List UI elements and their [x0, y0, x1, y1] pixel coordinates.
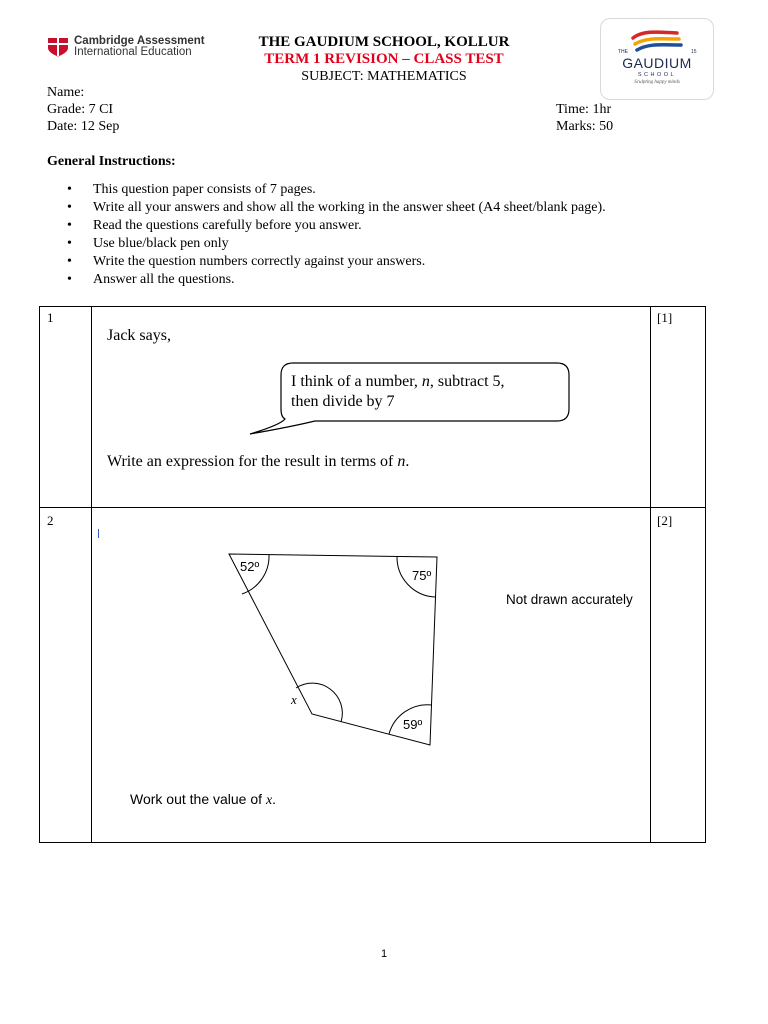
- row-divider: [40, 507, 705, 508]
- prompt-text: Write an expression for the result in terms of: [107, 453, 398, 470]
- list-item: [47, 217, 606, 235]
- variable-x: x: [265, 793, 273, 808]
- prompt-text: Work out the value of: [130, 791, 266, 807]
- column-divider: [91, 307, 92, 842]
- variable-n: n: [421, 373, 430, 390]
- logo-school: SCHOOL: [637, 72, 677, 78]
- angle-label-x: x: [291, 692, 297, 707]
- list-item: [47, 271, 606, 289]
- bullet-icon: •: [67, 272, 72, 287]
- instructions-heading: General Instructions:: [47, 154, 176, 169]
- instruction-text: Write all your answers and show all the working in the answer sheet (A4 sheet/blank page).: [93, 200, 606, 215]
- logo-tagline: Sculpting happy minds: [634, 80, 680, 85]
- list-item: [47, 235, 606, 253]
- speech-bubble-line1: [291, 373, 505, 391]
- prompt-text: .: [272, 791, 277, 807]
- cambridge-line2: International Education: [74, 46, 192, 58]
- gaudium-stripes-icon: [629, 29, 685, 55]
- bullet-icon: •: [67, 254, 72, 269]
- list-item: [47, 199, 606, 217]
- instruction-text: Read the questions carefully before you answer.: [93, 218, 362, 233]
- instruction-text: This question paper consists of 7 pages.: [93, 182, 316, 197]
- logo-year: 15: [691, 49, 697, 55]
- bullet-icon: •: [67, 200, 72, 215]
- student-name-label: Name:: [47, 85, 85, 100]
- question-1-marks: [1]: [657, 310, 673, 325]
- time-label: Time: 1hr: [556, 102, 612, 117]
- date-label: Date: 12 Sep: [47, 119, 120, 134]
- logo-the: THE: [618, 49, 628, 55]
- column-divider: [650, 307, 651, 842]
- gaudium-logo: [600, 18, 714, 100]
- instructions-list: [47, 181, 606, 289]
- list-item: [47, 181, 606, 199]
- angle-label-59: 59º: [403, 717, 423, 732]
- angle-label-52: 52º: [240, 559, 260, 574]
- bullet-icon: •: [67, 236, 72, 251]
- instruction-text: Use blue/black pen only: [93, 236, 229, 251]
- logo-name: GAUDIUM: [622, 55, 692, 71]
- question-2-marks: [2]: [657, 513, 673, 528]
- instruction-text: Answer all the questions.: [93, 272, 235, 287]
- speech-bubble-line2: then divide by 7: [291, 393, 395, 410]
- question-1-prompt: [107, 453, 409, 471]
- question-2-prompt: [130, 791, 276, 809]
- bullet-icon: •: [67, 218, 72, 233]
- question-2-number: 2: [47, 513, 54, 528]
- list-item: [47, 253, 606, 271]
- cambridge-line1: Cambridge Assessment: [74, 35, 205, 47]
- subject: SUBJECT: MATHEMATICS: [301, 69, 467, 84]
- angle-label-75: 75º: [412, 568, 432, 583]
- prompt-text: .: [405, 453, 410, 470]
- school-name: THE GAUDIUM SCHOOL, KOLLUR: [258, 34, 510, 50]
- variable-n: n: [397, 453, 406, 470]
- test-title: TERM 1 REVISION – CLASS TEST: [264, 51, 504, 67]
- instruction-text: Write the question numbers correctly against your answers.: [93, 254, 426, 269]
- page-number: 1: [380, 948, 388, 960]
- question-1-number: 1: [47, 310, 54, 325]
- marks-label: Marks: 50: [556, 119, 614, 134]
- grade-label: Grade: 7 CI: [47, 102, 114, 117]
- question-1-intro: Jack says,: [107, 327, 171, 344]
- bubble-text: , subtract 5,: [429, 373, 505, 390]
- bullet-icon: •: [67, 182, 72, 197]
- cursor-mark: [98, 529, 99, 538]
- question-table: [39, 306, 706, 843]
- bubble-text: I think of a number,: [291, 373, 422, 390]
- diagram-note: Not drawn accurately: [506, 592, 633, 607]
